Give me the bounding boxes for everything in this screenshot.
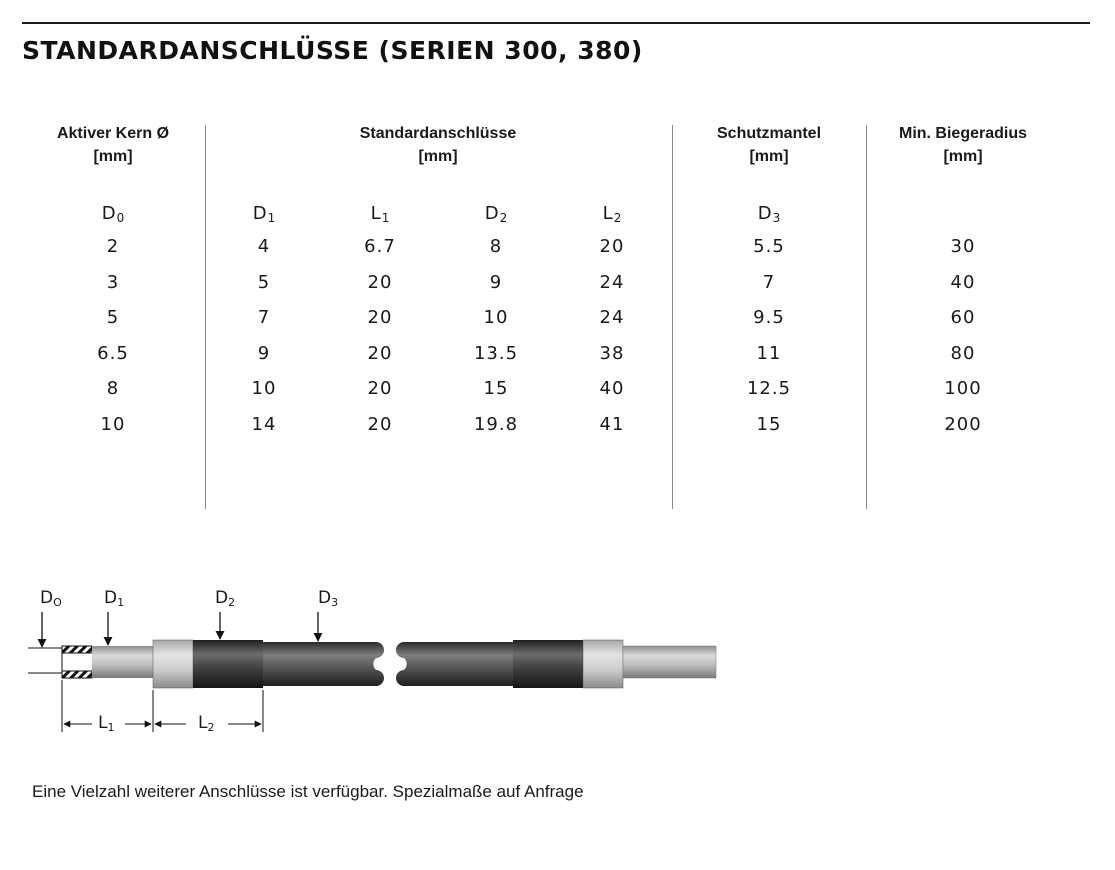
column-divider <box>672 125 673 509</box>
table-cell: 10 <box>483 307 509 328</box>
symbol-letter: L <box>370 203 382 224</box>
label-d0 <box>40 588 62 609</box>
header-standard-connectors <box>360 122 517 168</box>
label-letter: L <box>98 713 108 733</box>
header-min-bend-radius <box>899 122 1027 168</box>
table-cell: 60 <box>950 307 976 328</box>
symbol-letter: D <box>252 203 268 224</box>
table-cell: 8 <box>106 378 120 399</box>
left-connector <box>28 640 263 688</box>
header-active-core <box>57 122 169 168</box>
table-cell: 19.8 <box>473 413 519 435</box>
symbol-letter: D <box>484 203 500 224</box>
symbol-subscript: 0 <box>116 211 125 225</box>
label-d2 <box>215 588 235 609</box>
table-cell: 6.5 <box>97 342 129 364</box>
header-label: Schutzmantel <box>716 125 822 142</box>
table-cell: 30 <box>950 236 976 257</box>
column-symbol-d1 <box>253 203 276 225</box>
column-symbol-l1 <box>371 203 390 225</box>
table-cell: 20 <box>367 378 393 399</box>
table-cell: 38 <box>599 342 625 364</box>
label-d1 <box>104 588 124 609</box>
table-cell: 200 <box>944 413 982 435</box>
table-cell: 5 <box>257 271 271 293</box>
table-cell: 7 <box>257 307 271 328</box>
label-letter: L <box>198 713 208 733</box>
label-subscript: 1 <box>107 721 115 734</box>
table-cell: 11 <box>756 342 782 364</box>
symbol-subscript: 3 <box>772 211 781 225</box>
header-unit: [mm] <box>93 148 133 165</box>
header-label: Aktiver Kern Ø <box>56 125 170 142</box>
table-cell: 4 <box>257 236 271 257</box>
table-cell: 13.5 <box>473 342 519 364</box>
label-letter: D <box>104 588 118 608</box>
label-letter: D <box>40 588 54 608</box>
table-cell: 20 <box>599 236 625 257</box>
label-letter: D <box>318 588 332 608</box>
protective-sheath-tube <box>263 642 513 686</box>
top-rule <box>22 22 1090 24</box>
table-cell: 20 <box>367 342 393 364</box>
label-subscript: 1 <box>117 596 125 609</box>
table-cell: 9 <box>257 342 271 364</box>
table-cell: 80 <box>950 342 976 364</box>
header-unit: [mm] <box>749 148 789 165</box>
header-unit: [mm] <box>418 148 458 165</box>
column-divider <box>866 125 867 509</box>
symbol-subscript: 2 <box>613 211 622 225</box>
table-cell: 15 <box>483 378 509 399</box>
label-letter: D <box>215 588 229 608</box>
column-symbol-d0 <box>102 203 125 225</box>
column-divider <box>205 125 206 509</box>
header-label: Standardanschlüsse <box>359 125 517 142</box>
table-cell: 40 <box>599 378 625 399</box>
symbol-letter: D <box>101 203 117 224</box>
symbol-letter: L <box>602 203 614 224</box>
symbol-subscript: 2 <box>499 211 508 225</box>
header-unit: [mm] <box>943 148 983 165</box>
symbol-letter: D <box>757 203 773 224</box>
table-cell: 40 <box>950 271 976 293</box>
label-subscript: O <box>53 596 62 609</box>
table-cell: 14 <box>251 413 277 435</box>
table-cell: 5 <box>106 307 120 328</box>
table-cell: 2 <box>106 236 120 257</box>
table-cell: 9 <box>489 271 503 293</box>
table-cell: 24 <box>599 271 625 293</box>
table-cell: 15 <box>756 413 782 435</box>
column-symbol-d3 <box>758 203 781 225</box>
header-label: Min. Biegeradius <box>898 125 1028 142</box>
table-cell: 100 <box>944 378 982 399</box>
label-subscript: 2 <box>228 596 236 609</box>
table-cell: 24 <box>599 307 625 328</box>
table-cell: 20 <box>367 271 393 293</box>
table-cell: 20 <box>367 413 393 435</box>
table-cell: 5.5 <box>753 236 785 257</box>
symbol-subscript: 1 <box>381 211 390 225</box>
table-cell: 8 <box>489 236 503 257</box>
label-subscript: 2 <box>207 721 215 734</box>
footnote: Eine Vielzahl weiterer Anschlüsse ist verfügbar. Spezialmaße auf Anfrage <box>32 782 584 801</box>
label-subscript: 3 <box>331 596 339 609</box>
table-cell: 3 <box>106 271 120 293</box>
table-cell: 10 <box>251 378 277 399</box>
right-connector <box>513 640 716 688</box>
symbol-subscript: 1 <box>267 211 276 225</box>
label-l2 <box>198 713 214 734</box>
header-protective-sheath <box>717 122 821 168</box>
table-cell: 6.7 <box>364 236 396 257</box>
column-symbol-l2 <box>603 203 622 225</box>
table-cell: 7 <box>762 271 776 293</box>
table-cell: 20 <box>367 307 393 328</box>
page-title: STANDARDANSCHLÜSSE (SERIEN 300, 380) <box>22 36 643 65</box>
table-cell: 12.5 <box>746 378 792 399</box>
column-symbol-d2 <box>485 203 508 225</box>
label-l1 <box>98 713 114 734</box>
table-cell: 41 <box>599 413 625 435</box>
label-d3 <box>318 588 338 609</box>
table-cell: 10 <box>100 413 126 435</box>
table-cell: 9.5 <box>753 307 785 328</box>
